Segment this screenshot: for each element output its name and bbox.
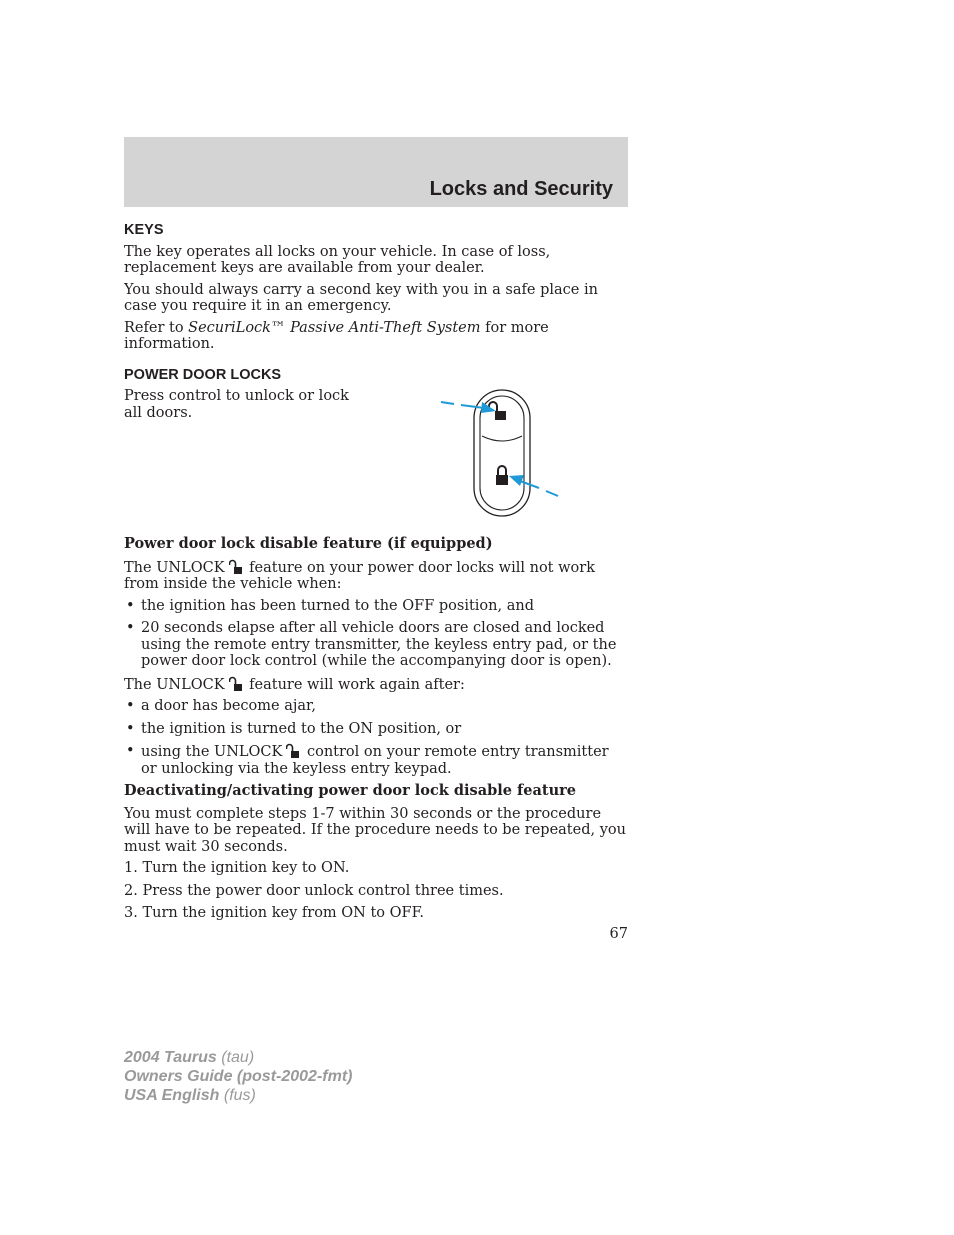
securilock-reference: SecuriLock™ Passive Anti-Theft System: [188, 319, 481, 336]
list-item: • a door has become ajar,: [126, 698, 316, 714]
keys-heading: KEYS: [124, 222, 164, 238]
lock-arrow: [509, 475, 558, 496]
door-lock-control-diagram: [434, 388, 564, 520]
unlock-icon: [286, 743, 300, 759]
list-item: • the ignition is turned to the ON position, or: [126, 720, 462, 737]
document-footer: [124, 1048, 352, 1105]
disable-feature-paragraph: [124, 559, 628, 593]
power-lock-intro-row: [124, 388, 628, 530]
list-item: • 20 seconds elapse after all vehicle doors are closed and locked using the remote entry transmitter, the keyless entry pad, or the power door lock control (while the accompanying door is open).: [126, 620, 617, 669]
disable-feature-heading: Power door lock disable feature (if equipped): [124, 535, 493, 552]
footer-line-1: 2004 Taurus (tau): [124, 1049, 255, 1066]
deactivate-paragraph: You must complete steps 1-7 within 30 seconds or the procedure will have to be repeated. If the procedure needs to be repeated, you must wait 30 seconds.: [124, 805, 626, 855]
unlock-arrow: [441, 402, 496, 413]
list-item: 2. Press the power door unlock control three times.: [124, 882, 504, 899]
footer-line-3: USA English (fus): [124, 1087, 256, 1104]
section-header-band: [124, 137, 628, 207]
power-lock-intro: Press control to unlock or lock all doors.: [124, 388, 349, 421]
again-a: The UNLOCK: [124, 676, 225, 693]
disable-p1-b: feature on your power door locks will not work from inside the vehicle when:: [124, 559, 595, 592]
unlock-again-list: [124, 698, 628, 777]
keys-p3-suffix: for more information.: [124, 319, 549, 352]
list-item: • the ignition has been turned to the OFF position, and: [126, 597, 534, 614]
list-item: • using the UNLOCK control on your remote entry transmitter or unlocking via the keyless entry keypad.: [126, 743, 609, 777]
disable-conditions-list: [124, 598, 628, 670]
keys-paragraph-1: The key operates all locks on your vehicle. In case of loss, replacement keys are available from your dealer.: [124, 243, 551, 276]
disable-p1-a: The UNLOCK: [124, 559, 225, 576]
section-title: Locks and Security: [429, 178, 613, 200]
list-item: 1. Turn the ignition key to ON.: [124, 860, 350, 876]
page-content: [124, 222, 628, 928]
unlock-icon: [229, 559, 243, 575]
keys-p3-prefix: Refer to: [124, 319, 189, 336]
lock-icon: [496, 466, 508, 485]
keys-paragraph-2: You should always carry a second key with you in a safe place in case you require it in an emergency.: [124, 281, 598, 314]
page-number: 67: [609, 926, 628, 942]
steps-list: [124, 860, 628, 922]
footer-line-2: Owners Guide (post-2002-fmt): [124, 1068, 353, 1085]
unlock-again-paragraph: [124, 676, 628, 694]
keys-paragraph-3: [124, 320, 628, 353]
power-door-locks-heading: POWER DOOR LOCKS: [124, 366, 282, 383]
again-b: feature will work again after:: [249, 676, 465, 693]
deactivate-heading: Deactivating/activating power door lock disable feature: [124, 782, 576, 799]
list-item: 3. Turn the ignition key from ON to OFF.: [124, 905, 424, 921]
unlock-icon: [229, 676, 243, 692]
